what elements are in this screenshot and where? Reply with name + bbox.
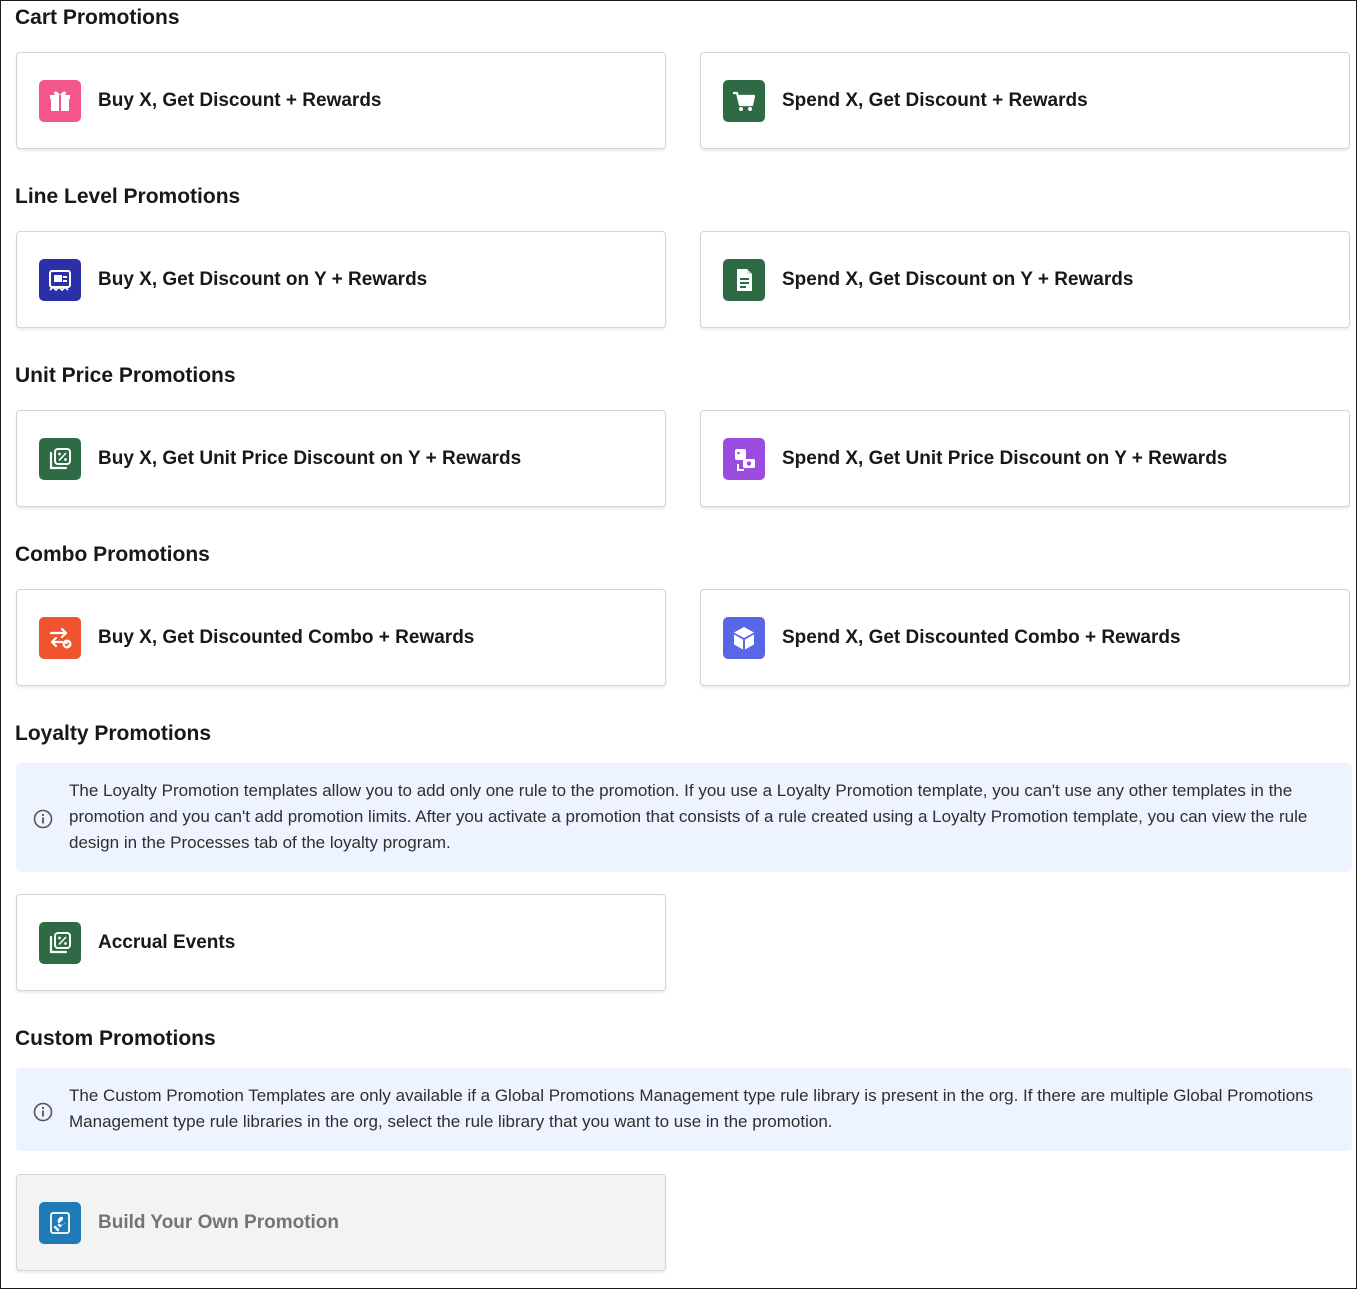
- price-card-icon: [723, 438, 765, 480]
- loyalty-info-box: [16, 763, 1352, 872]
- tile-buy-x-get-discount-on-y[interactable]: [16, 231, 666, 328]
- box-icon: [723, 617, 765, 659]
- tile-buy-x-get-discount[interactable]: [16, 52, 666, 149]
- tile-label: Spend X, Get Discounted Combo + Rewards: [782, 627, 1181, 648]
- tile-label: Spend X, Get Discount on Y + Rewards: [782, 269, 1134, 290]
- tile-label: Buy X, Get Discounted Combo + Rewards: [98, 627, 475, 648]
- custom-info-box: [16, 1068, 1352, 1151]
- info-icon: [33, 1102, 53, 1122]
- section-title-cart: Cart Promotions: [15, 6, 180, 29]
- section-title-line-level: Line Level Promotions: [15, 185, 241, 208]
- exchange-icon: [39, 617, 81, 659]
- section-title-loyalty: Loyalty Promotions: [15, 722, 212, 745]
- tile-buy-x-get-unit-price-discount[interactable]: [16, 410, 666, 507]
- tile-spend-x-get-discount-on-y[interactable]: [700, 231, 1350, 328]
- tile-spend-x-get-discounted-combo[interactable]: [700, 589, 1350, 686]
- wrench-icon: [39, 1202, 81, 1244]
- tile-spend-x-get-unit-price-discount[interactable]: [700, 410, 1350, 507]
- custom-info-text: The Custom Promotion Templates are only available if a Global Promotions Management type rule library is present in the org. If there are multiple Global Promotions Management type rule libraries in the org, select the rule library that you want to use in the promotion.: [69, 1086, 1314, 1131]
- section-title-combo: Combo Promotions: [15, 543, 210, 566]
- document-icon: [723, 259, 765, 301]
- tile-label: Build Your Own Promotion: [98, 1212, 340, 1233]
- info-icon: [33, 809, 53, 829]
- loyalty-info-text: The Loyalty Promotion templates allow you to add only one rule to the promotion. If you use a Loyalty Promotion template, you can't use any other templates in the promotion and you can't add promotion limits. After you activate a promotion that consists of a rule created using a Loyalty Promotion template, you can view the rule design in the Processes tab of the loyalty program.: [69, 781, 1308, 852]
- gift-icon: [39, 80, 81, 122]
- percent-tag-icon: [39, 438, 81, 480]
- tile-build-your-own-promotion[interactable]: [16, 1174, 666, 1271]
- tile-label: Buy X, Get Discount on Y + Rewards: [98, 269, 428, 290]
- cart-icon: [723, 80, 765, 122]
- tile-label: Buy X, Get Unit Price Discount on Y + Rewards: [98, 448, 522, 469]
- tile-label: Spend X, Get Discount + Rewards: [782, 90, 1088, 111]
- tile-accrual-events[interactable]: [16, 894, 666, 991]
- percent-tag-icon: [39, 922, 81, 964]
- tile-spend-x-get-discount[interactable]: [700, 52, 1350, 149]
- section-title-custom: Custom Promotions: [15, 1027, 216, 1050]
- tile-buy-x-get-discounted-combo[interactable]: [16, 589, 666, 686]
- tile-label: Accrual Events: [98, 932, 236, 953]
- tile-label: Buy X, Get Discount + Rewards: [98, 90, 382, 111]
- tile-label: Spend X, Get Unit Price Discount on Y + Rewards: [782, 448, 1228, 469]
- section-title-unit-price: Unit Price Promotions: [15, 364, 236, 387]
- coupon-icon: [39, 259, 81, 301]
